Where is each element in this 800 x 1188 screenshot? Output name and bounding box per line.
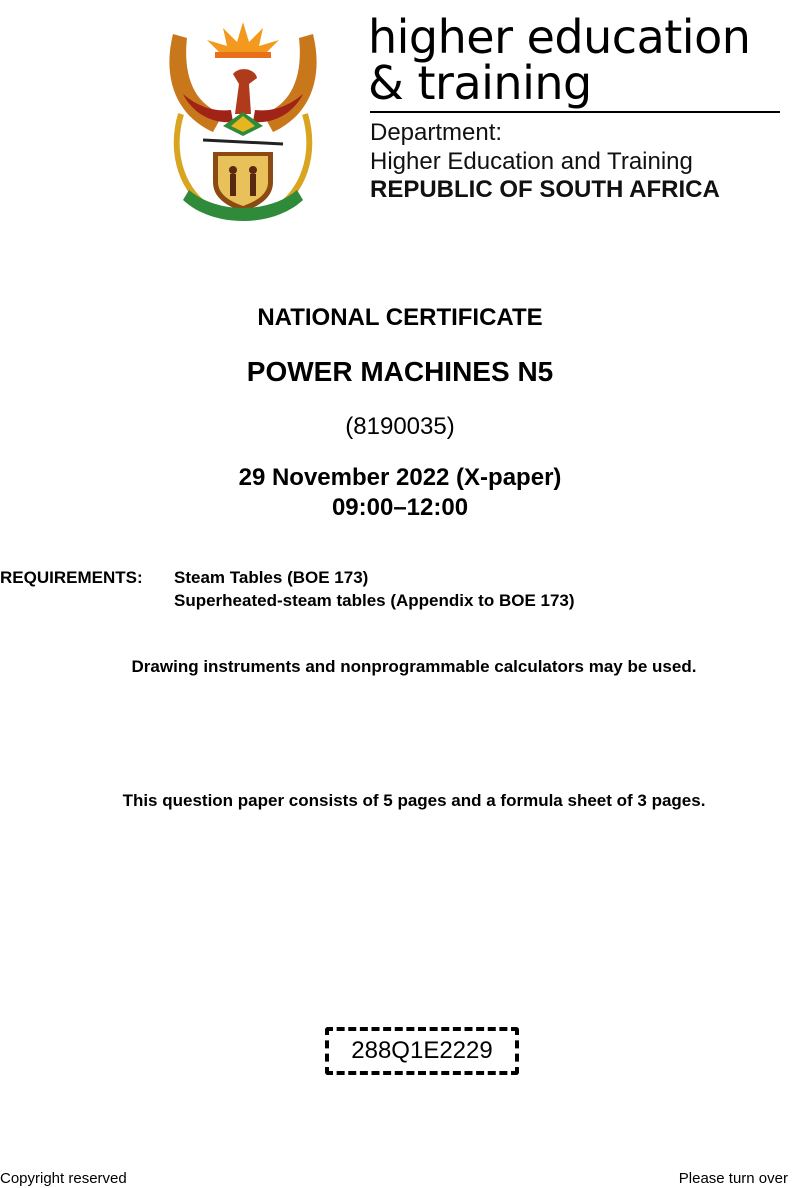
header-divider (370, 111, 780, 113)
requirements-label: REQUIREMENTS: (0, 568, 143, 587)
exam-time: 09:00–12:00 (331, 494, 469, 521)
sun-icon (207, 22, 279, 58)
brand-line-2: & training (368, 56, 592, 110)
certificate-title: NATIONAL CERTIFICATE (257, 304, 543, 331)
subject-title: POWER MACHINES N5 (246, 356, 554, 387)
department-label: Department: (370, 119, 503, 146)
brand-line-1: higher education (368, 10, 751, 64)
requirement-item: Steam Tables (BOE 173) (174, 568, 369, 587)
footer-turn-over: Please turn over (678, 1170, 788, 1187)
instruments-note: Drawing instruments and nonprogrammable calculators may be used. (131, 657, 697, 676)
coat-of-arms-logo (163, 14, 323, 224)
subject-code: (8190035) (345, 413, 455, 440)
exam-date: 29 November 2022 (X-paper) (238, 464, 562, 491)
pages-note: This question paper consists of 5 pages and a formula sheet of 3 pages. (122, 791, 706, 810)
paper-code-box: 288Q1E2229 (325, 1027, 519, 1075)
department-name: Higher Education and Training (370, 148, 693, 175)
country-name: REPUBLIC OF SOUTH AFRICA (370, 176, 720, 203)
requirement-item: Superheated-steam tables (Appendix to BOE 173) (174, 591, 575, 610)
footer-copyright: Copyright reserved (0, 1170, 127, 1187)
